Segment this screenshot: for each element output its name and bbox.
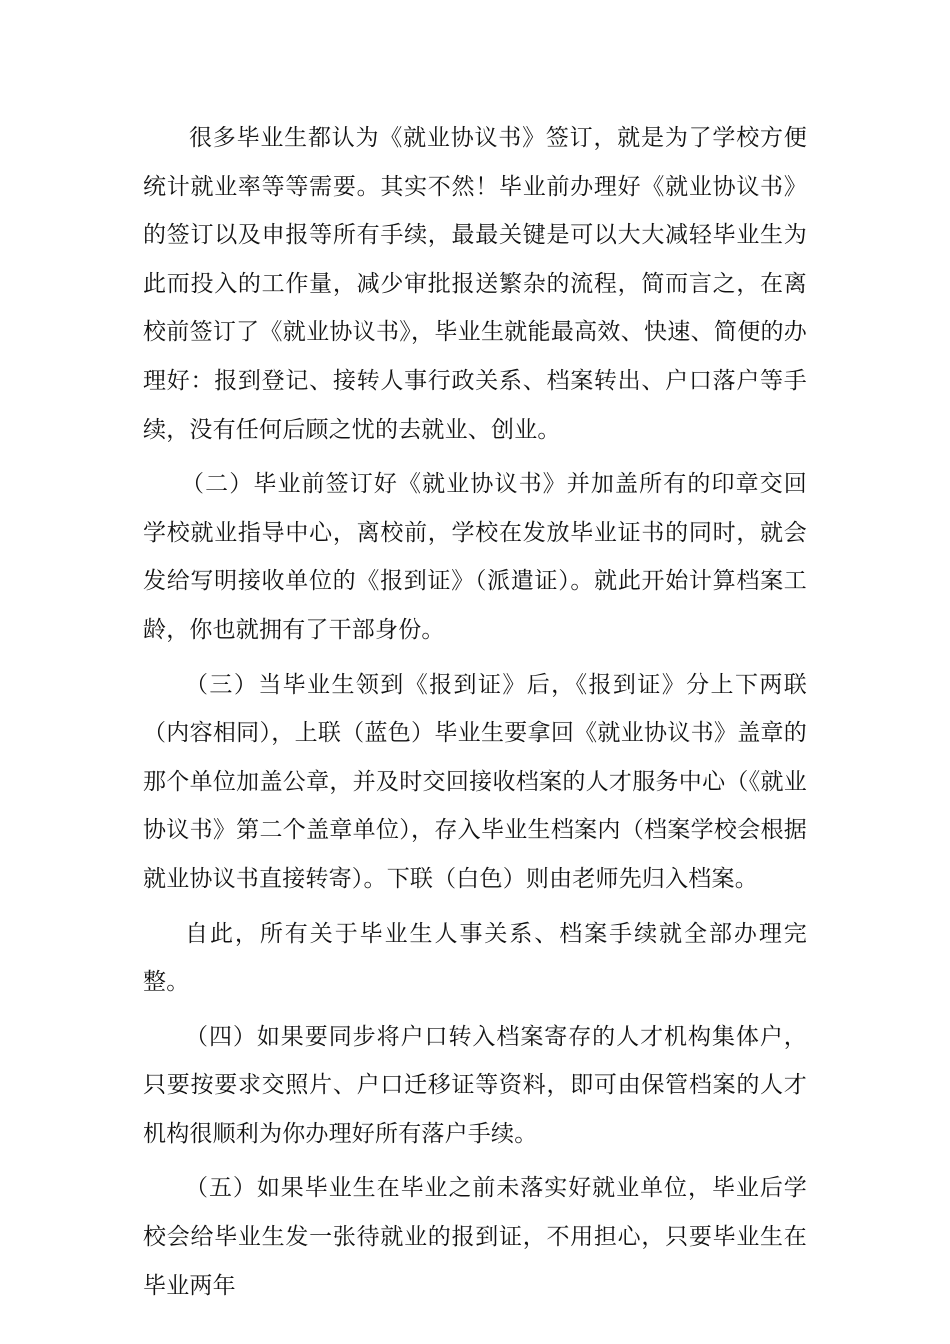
- paragraph-step-two: （二）毕业前签订好《就业协议书》并加盖所有的印章交回学校就业指导中心，离校前，学校在发放毕业证书的同时，就会发给写明接收单位的《报到证》（派遣证）。就此开始计算档案工龄，你也就拥有了干部身份。: [143, 471, 807, 643]
- paragraph-signing-importance: 很多毕业生都认为《就业协议书》签订，就是为了学校方便统计就业率等等需要。其实不然！毕业前办理好《就业协议书》的签订以及申报等所有手续，最最关键是可以大大减轻毕业生为此而投入的工作量，减少审批报送繁杂的流程，简而言之，在离校前签订了《就业协议书》，毕业生就能最高效、快速、简便的办理好：报到登记、接转人事行政关系、档案转出、户口落户等手续，没有任何后顾之忧的去就业、创业。: [143, 125, 807, 443]
- paragraph-completion: 自此，所有关于毕业生人事关系、档案手续就全部办理完整。: [143, 920, 807, 996]
- paragraph-step-five: （五）如果毕业生在毕业之前未落实好就业单位，毕业后学校会给毕业生发一张待就业的报到证，不用担心，只要毕业生在毕业两年: [143, 1175, 807, 1299]
- paragraph-step-four: （四）如果要同步将户口转入档案寄存的人才机构集体户，只要按要求交照片、户口迁移证等资料，即可由保管档案的人才机构很顺利为你办理好所有落户手续。: [143, 1023, 807, 1147]
- paragraph-step-three: （三）当毕业生领到《报到证》后，《报到证》分上下两联（内容相同），上联（蓝色）毕业生要拿回《就业协议书》盖章的那个单位加盖公章，并及时交回接收档案的人才服务中心（《就业协议书》第二个盖章单位），存入毕业生档案内（档案学校会根据就业协议书直接转寄）。下联（白色）则由老师先归入档案。: [143, 671, 807, 892]
- document-body: [143, 114, 807, 1316]
